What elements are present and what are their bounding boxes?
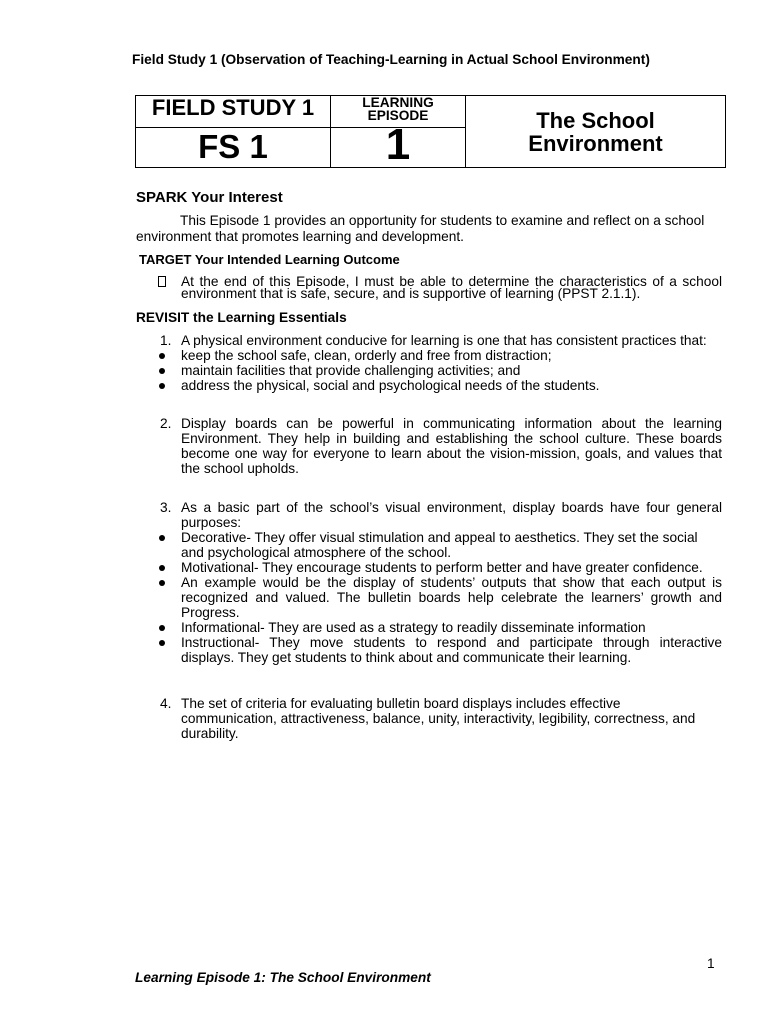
item-line — [181, 461, 722, 476]
item-number: 1. — [160, 333, 172, 348]
bullet-icon — [159, 580, 165, 586]
course-code: FS 1 — [198, 128, 268, 165]
course-code-cell — [136, 128, 331, 167]
bullet-item — [181, 530, 722, 545]
bullet-item — [181, 378, 722, 393]
item-text: The set of criteria for evaluating bulletin board displays includes effective — [181, 696, 621, 711]
bullet-text: Instructional- They move students to respond and participate through interactive — [181, 635, 722, 650]
item-text: durability. — [181, 726, 239, 741]
item-text: A physical environment conducive for learning is one that has consistent practices that: — [181, 333, 707, 348]
item-text: become one way for everyone to learn about the vision-mission, goals, and values that — [181, 446, 722, 461]
bullet-text: Informational- They are used as a strategy to readily disseminate information — [181, 620, 646, 635]
outcome-text: environment that is safe, secure, and is supportive of learning (PPST 2.1.1). — [181, 286, 641, 301]
bullet-text: Decorative- They offer visual stimulation and appeal to aesthetics. They set the social — [181, 530, 698, 545]
essential-item-1 — [160, 333, 722, 393]
bullet-icon — [159, 625, 165, 631]
outcome-text: At the end of this Episode, I must be able to determine the characteristics of a school — [181, 274, 722, 289]
item-line — [181, 711, 722, 726]
paragraph-line — [136, 229, 722, 245]
item-text: the school upholds. — [181, 461, 299, 476]
bullet-text: Progress. — [181, 605, 240, 620]
item-text: As a basic part of the school’s visual environment, display boards have four general — [181, 500, 722, 515]
episode-title-line: The School — [536, 107, 655, 133]
item-text: communication, attractiveness, balance, unity, interactivity, legibility, correctness, and — [181, 711, 696, 726]
course-name-cell — [136, 96, 331, 128]
item-line — [160, 696, 722, 711]
bullet-item — [181, 635, 722, 650]
item-line — [160, 500, 722, 515]
bullet-icon — [159, 565, 165, 571]
target-outcome — [181, 276, 722, 300]
item-number: 3. — [160, 500, 172, 515]
bullet-text: An example would be the display of students’ outputs that show that each output is — [181, 575, 722, 590]
item-line — [160, 333, 722, 348]
item-text: purposes: — [181, 515, 242, 530]
essential-item-3 — [160, 500, 722, 665]
episode-number-cell — [331, 120, 466, 169]
bullet-text: displays. They get students to think about and communicate their learning. — [181, 650, 632, 665]
episode-label-line: LEARNING — [362, 95, 434, 110]
essential-item-4 — [160, 696, 722, 741]
episode-title-line: Environment — [528, 130, 663, 156]
bullet-text: Motivational- They encourage students to perform better and have greater confidence. — [181, 560, 703, 575]
paragraph-line — [136, 213, 722, 229]
bullet-text: keep the school safe, clean, orderly and free from distraction; — [181, 348, 552, 363]
bullet-continuation — [181, 590, 722, 605]
item-line — [181, 431, 722, 446]
bullet-icon — [159, 368, 165, 374]
bullet-continuation — [181, 545, 722, 560]
item-line — [181, 726, 722, 741]
spark-paragraph — [136, 213, 722, 245]
episode-title-table — [135, 95, 726, 168]
bullet-text: recognized and valued. The bulletin boards help celebrate the learners’ growth and — [181, 590, 722, 605]
paragraph-text: environment that promotes learning and development. — [136, 229, 464, 244]
bullet-continuation — [181, 605, 722, 620]
section-heading-revisit: REVISIT the Learning Essentials — [136, 310, 347, 325]
item-number: 4. — [160, 696, 172, 711]
bullet-icon — [159, 383, 165, 389]
episode-number: 1 — [385, 120, 411, 169]
section-heading-target: TARGET Your Intended Learning Outcome — [139, 252, 400, 267]
section-heading-spark: SPARK Your Interest — [136, 189, 283, 206]
outcome-line — [181, 288, 722, 300]
bullet-icon — [159, 640, 165, 646]
item-number: 2. — [160, 416, 172, 431]
bullet-text: maintain facilities that provide challenging activities; and — [181, 363, 521, 378]
bullet-item — [181, 560, 722, 575]
bullet-text: address the physical, social and psychological needs of the students. — [181, 378, 600, 393]
essential-item-2 — [160, 416, 722, 476]
bullet-icon — [159, 535, 165, 541]
bullet-icon — [159, 353, 165, 359]
bullet-item — [181, 620, 722, 635]
bullet-item — [181, 348, 722, 363]
bullet-item — [181, 363, 722, 378]
page-number: 1 — [707, 956, 715, 971]
item-line — [160, 416, 722, 431]
item-text: Environment. They help in building and establishing the school culture. These boards — [181, 431, 722, 446]
document-header: Field Study 1 (Observation of Teaching-Learning in Actual School Environment) — [132, 52, 650, 67]
paragraph-text: This Episode 1 provides an opportunity for students to examine and reflect on a school — [180, 213, 705, 228]
item-text: Display boards can be powerful in communicating information about the learning — [181, 416, 722, 431]
item-line — [181, 515, 722, 530]
checkbox-icon — [158, 276, 166, 287]
episode-title-cell — [466, 96, 725, 167]
footer-caption: Learning Episode 1: The School Environment — [135, 970, 431, 985]
bullet-item — [181, 575, 722, 590]
episode-label-line: EPISODE — [367, 108, 429, 123]
course-name: FIELD STUDY 1 — [151, 95, 315, 120]
bullet-continuation — [181, 650, 722, 665]
item-line — [181, 446, 722, 461]
bullet-text: and psychological atmosphere of the school. — [181, 545, 452, 560]
